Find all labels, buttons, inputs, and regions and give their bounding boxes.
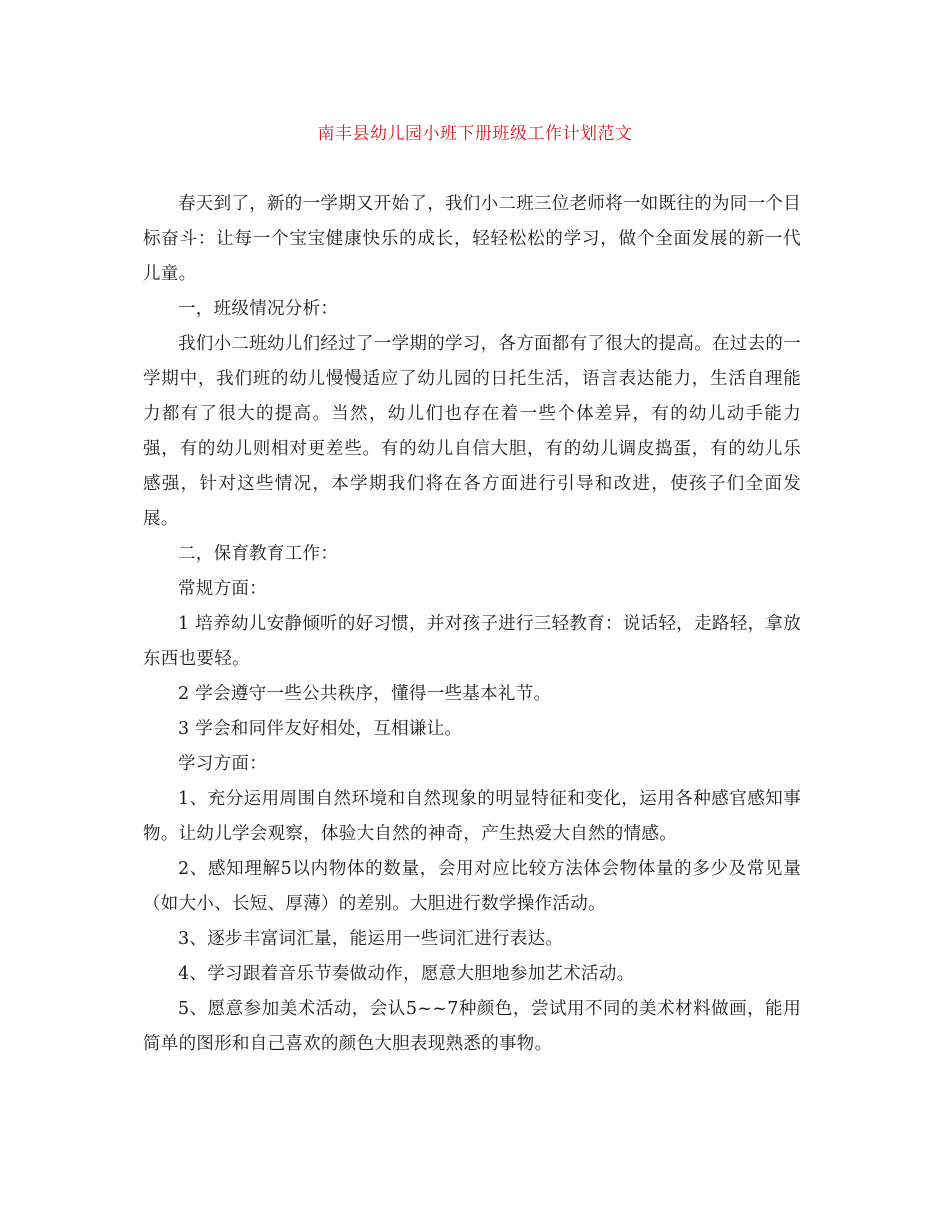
document-body bbox=[143, 187, 801, 1062]
list-item-routine-2: 2 学会遵守一些公共秩序，懂得一些基本礼节。 bbox=[178, 684, 552, 704]
subheading-routine: 常规方面： bbox=[178, 579, 267, 599]
list-item-routine-3: 3 学会和同伴友好相处，互相谦让。 bbox=[178, 719, 463, 739]
list-item-learning-5: 5、愿意参加美术活动，会认5~~7种颜色，尝试用不同的美术材料做画，能用简单的图形和自己喜欢的颜色大胆表现熟悉的事物。 bbox=[143, 999, 801, 1054]
list-item-learning-1: 1、充分运用周围自然环境和自然现象的明显特征和变化，运用各种感官感知事物。让幼儿学会观察，体验大自然的神奇，产生热爱大自然的情感。 bbox=[143, 789, 801, 844]
list-item-learning-3: 3、逐步丰富词汇量，能运用一些词汇进行表达。 bbox=[178, 929, 564, 949]
list-item-learning-4: 4、学习跟着音乐节奏做动作，愿意大胆地参加艺术活动。 bbox=[178, 964, 635, 984]
subheading-learning: 学习方面： bbox=[178, 754, 267, 774]
document-title: 南丰县幼儿园小班下册班级工作计划范文 bbox=[317, 124, 633, 144]
list-item-routine-1: 1 培养幼儿安静倾听的好习惯，并对孩子进行三轻教育：说话轻，走路轻，拿放东西也要轻。 bbox=[143, 614, 801, 669]
paragraph-intro: 春天到了，新的一学期又开始了，我们小二班三位老师将一如既往的为同一个目标奋斗：让每一个宝宝健康快乐的成长，轻轻松松的学习，做个全面发展的新一代儿童。 bbox=[143, 194, 801, 284]
section-heading-class-analysis: 一，班级情况分析： bbox=[178, 299, 339, 319]
list-item-learning-2: 2、感知理解5以内物体的数量，会用对应比较方法体会物体量的多少及常见量（如大小、长短、厚薄）的差别。大胆进行数学操作活动。 bbox=[143, 859, 801, 914]
paragraph-class-analysis: 我们小二班幼儿们经过了一学期的学习，各方面都有了很大的提高。在过去的一学期中，我们班的幼儿慢慢适应了幼儿园的日托生活，语言表达能力，生活自理能力都有了很大的提高。当然，幼儿们也存在着一些个体差异，有的幼儿动手能力强，有的幼儿则相对更差些。有的幼儿自信大胆，有的幼儿调皮捣蛋，有的幼儿乐感强，针对这些情况，本学期我们将在各方面进行引导和改进，使孩子们全面发展。 bbox=[143, 334, 801, 529]
section-heading-care-education: 二，保育教育工作： bbox=[178, 544, 339, 564]
